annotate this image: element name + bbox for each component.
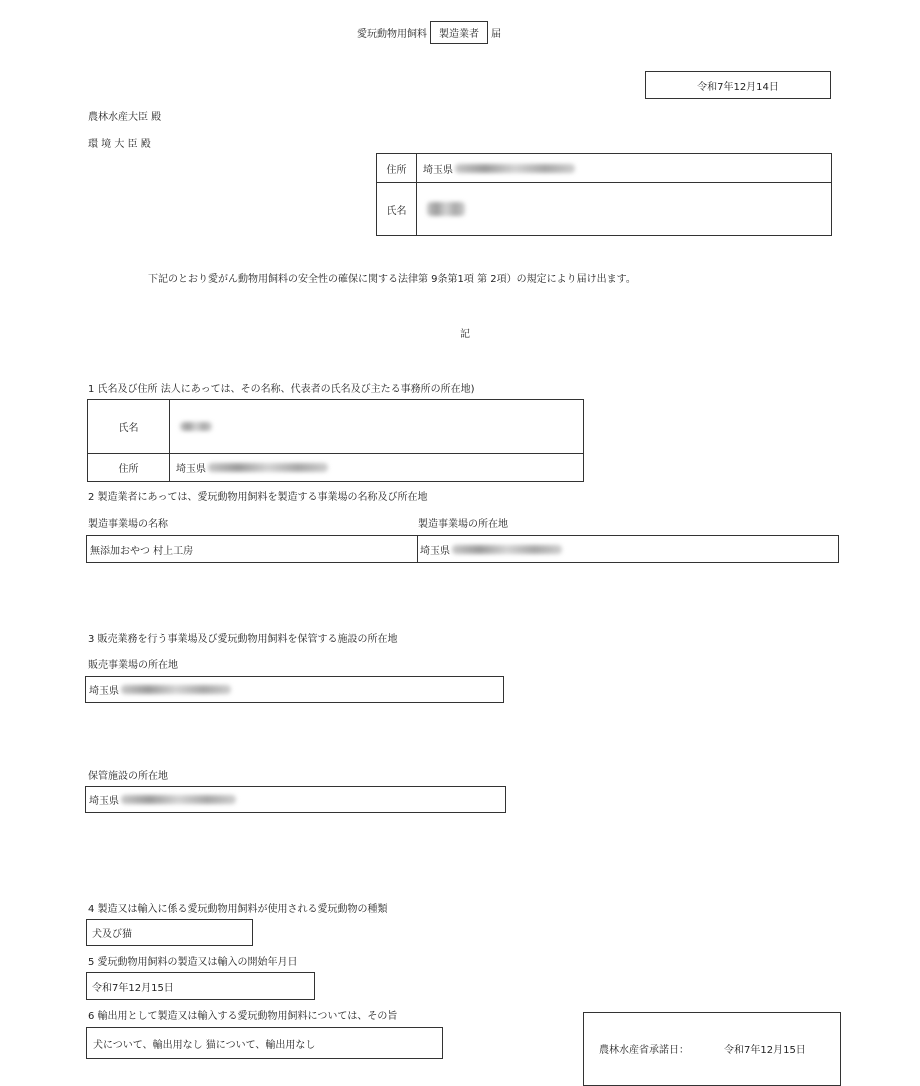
section5-value: 令和7年12月15日 [92,982,174,994]
submission-date-box [645,71,831,99]
approval-label: 農林水産省承諾日： [599,1045,689,1056]
facility-name-value: 無添加おやつ 村上工房 [90,545,194,557]
applicant-name-value-cell [417,183,831,235]
applicant-address-value-cell [417,154,831,183]
section5-heading: 5 愛玩動物用飼料の製造又は輸入の開始年月日 [88,957,298,968]
section4-heading: 4 製造又は輸入に係る愛玩動物用飼料が使用される愛玩動物の種類 [88,904,388,915]
sales-location-value: 埼玉県 [89,686,119,697]
addressee-env: 環 境 大 臣 殿 [88,139,151,150]
section2-heading: 2 製造業者にあっては、愛玩動物用飼料を製造する事業場の名称及び所在地 [88,492,428,503]
section1-table [87,399,584,482]
approval-box [583,1012,841,1086]
redacted-name [427,202,465,216]
storage-location-value: 埼玉県 [89,796,119,807]
redacted-address [121,795,236,804]
section1-address-label: 住所 [118,464,139,475]
storage-location-label: 保管施設の所在地 [88,771,168,782]
section6-value: 犬について、輸出用なし 猫について、輸出用なし [93,1039,316,1051]
applicant-name-label-cell [377,183,417,235]
ki-mark: 記 [460,329,470,340]
section1-name-value-cell [170,400,583,454]
section4-value: 犬及び猫 [92,929,132,940]
section1-address-value-cell [170,454,583,481]
redacted-address [121,685,231,694]
title-prefix: 愛玩動物用飼料 [357,28,427,40]
sales-location-label: 販売事業場の所在地 [88,660,178,671]
applicant-box [376,153,832,236]
title-suffix: 届 [491,28,501,40]
title-boxed: 製造業者 [430,21,488,44]
section1-name-label: 氏名 [118,423,139,434]
applicant-address-label-cell [377,154,417,183]
facility-name-label: 製造事業場の名称 [88,519,168,530]
applicant-name-label: 氏名 [386,205,407,217]
redacted-address [455,164,575,173]
sales-location-box [85,676,504,703]
section6-heading: 6 輸出用として製造又は輸入する愛玩動物用飼料については、その旨 [88,1011,398,1022]
facility-location-cell [418,536,838,562]
section5-box [86,972,315,1000]
section1-address-value: 埼玉県 [176,464,206,475]
section1-name-label-cell [88,400,170,454]
section6-box [86,1027,443,1059]
document-title [357,20,501,44]
section4-box [86,919,253,946]
facility-name-cell [87,536,418,562]
applicant-address-value: 埼玉県 [423,164,453,176]
submission-date: 令和7年12月14日 [697,81,779,93]
section1-address-label-cell [88,454,170,481]
storage-location-box [85,786,506,813]
facility-location-value: 埼玉県 [420,545,450,557]
section3-heading: 3 販売業務を行う事業場及び愛玩動物用飼料を保管する施設の所在地 [88,634,398,645]
redacted-name [180,422,212,431]
approval-date: 令和7年12月15日 [724,1045,806,1056]
redacted-address [452,545,562,554]
redacted-address [208,463,328,472]
facility-location-label: 製造事業場の所在地 [418,519,508,530]
section1-heading: 1 氏名及び住所 法人にあっては、その名称、代表者の氏名及び主たる事務所の所在地) [88,384,475,395]
intro-text: 下記のとおり愛がん動物用飼料の安全性の確保に関する法律第 9条第1項 第 2項）の規定により届け出ます。 [148,274,636,285]
addressee-maff: 農林水産大臣 殿 [88,112,162,123]
applicant-address-label: 住所 [386,164,407,176]
facility-table [86,535,839,563]
